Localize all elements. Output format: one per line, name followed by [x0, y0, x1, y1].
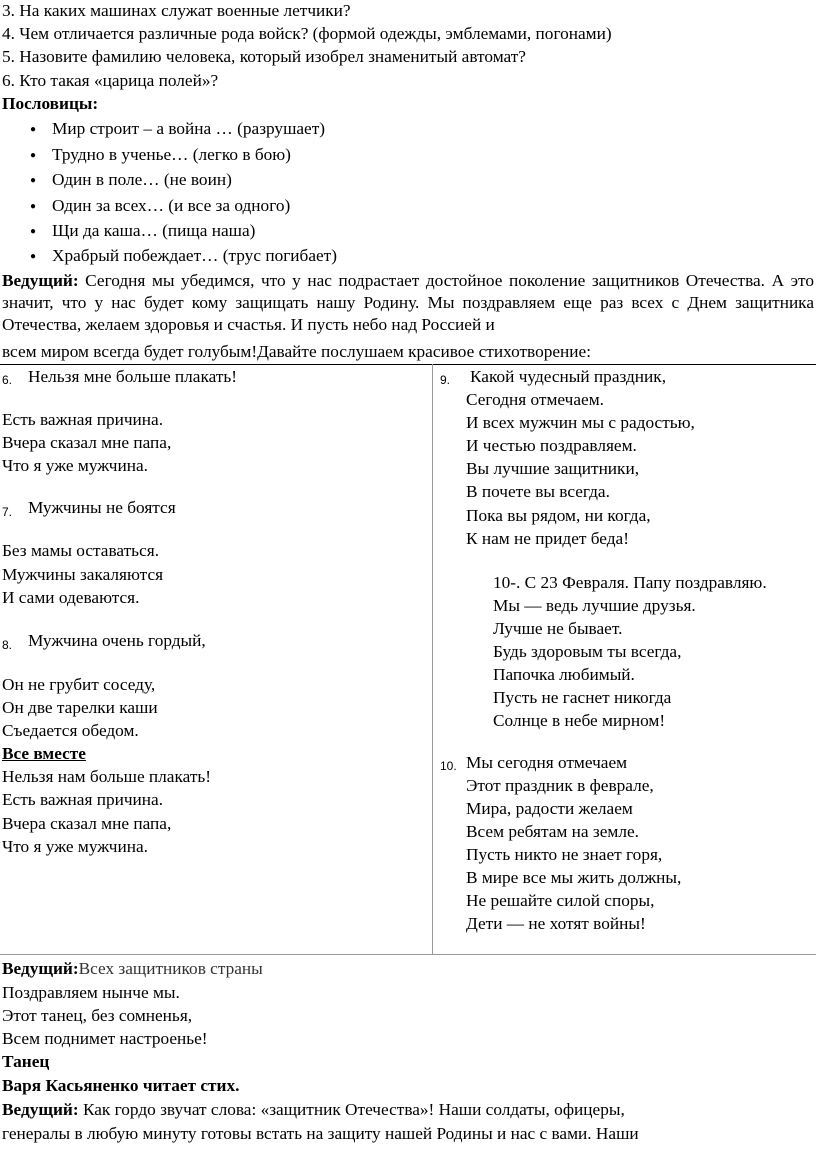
poem-line: Нельзя нам больше плакать!: [2, 767, 212, 786]
host-label: Ведущий:: [2, 1100, 79, 1119]
poem-number: 10.: [440, 759, 457, 773]
poem-line: Мужчины не боятся: [28, 498, 176, 517]
host-label: Ведущий:: [2, 959, 79, 978]
poem-line: Будь здоровым ты всегда,: [493, 642, 682, 661]
table-top-border: [0, 364, 816, 365]
bullet-icon: ●: [30, 201, 37, 212]
bullet-icon: ●: [30, 124, 37, 135]
varya-title: Варя Касьяненко читает стих.: [2, 1076, 240, 1095]
host-line: Поздравляем нынче мы.: [2, 983, 180, 1002]
host-line: Ведущий: Как гордо звучат слова: «защитник Отечества»! Наши солдаты, офицеры,: [2, 1100, 625, 1119]
host-paragraph: Ведущий: Сегодня мы убедимся, что у нас подрастает достойное поколение защитников Отечества. А это значит, что у нас будет кому защищать нашу Родину. Мы поздравляем еще раз всех с Днем защитника Отечества, желаем здоровья и счастья. И пусть небо над Россией и: [2, 271, 814, 335]
poem-line: Вчера сказал мне папа,: [2, 814, 172, 833]
poem-line: Что я уже мужчина.: [2, 837, 148, 856]
bullet-icon: ●: [30, 251, 37, 262]
poem-line: Солнце в небе мирном!: [493, 711, 666, 730]
poem-line: В мире все мы жить должны,: [466, 868, 682, 887]
bullet-icon: ●: [30, 175, 37, 186]
proverbs-title: Пословицы:: [2, 94, 99, 113]
poem-line: Какой чудесный праздник,: [470, 367, 667, 386]
proverb-item: Один за всех… (и все за одного): [52, 196, 291, 215]
table-column-divider: [432, 364, 433, 954]
poem-line: Пусть никто не знает горя,: [466, 845, 663, 864]
host-line: Ведущий:Всех защитников страны: [2, 959, 263, 978]
poem-line: Не решайте силой споры,: [466, 891, 655, 910]
poem-number: 7.: [2, 505, 13, 519]
proverb-item: Трудно в ученье… (легко в бою): [52, 145, 291, 164]
question-5: 5. Назовите фамилию человека, который изобрел знаменитый автомат?: [2, 47, 526, 66]
poem-line: Всем ребятам на земле.: [466, 822, 639, 841]
poem-line: И честью поздравляем.: [466, 436, 637, 455]
poem-line: Вы лучшие защитники,: [466, 459, 640, 478]
poem-line: Без мамы оставаться.: [2, 541, 160, 560]
poem-line: Он две тарелки каши: [2, 698, 158, 717]
host-line: Всем поднимет настроенье!: [2, 1029, 208, 1048]
bullet-icon: ●: [30, 150, 37, 161]
poem-line: Мира, радости желаем: [466, 799, 633, 818]
poem-line: Есть важная причина.: [2, 790, 164, 809]
poem-line: Нельзя мне больше плакать!: [28, 367, 238, 386]
poem-number: 9.: [440, 373, 451, 387]
poem-line: Он не грубит соседу,: [2, 675, 156, 694]
poem-number: 8.: [2, 638, 13, 652]
poem-line: И сами одеваются.: [2, 588, 140, 607]
question-4: 4. Чем отличается различные рода войск? (формой одежды, эмблемами, погонами): [2, 24, 612, 43]
host-paragraph-last-line: всем миром всегда будет голубым!Давайте послушаем красивое стихотворение:: [2, 342, 591, 361]
question-3: 3. На каких машинах служат военные летчики?: [2, 1, 351, 20]
proverb-item: Мир строит – а война … (разрушает): [52, 119, 326, 138]
table-bottom-border: [0, 954, 816, 955]
poem-line: Лучше не бывает.: [493, 619, 623, 638]
poem-line: К нам не придет беда!: [466, 529, 629, 548]
poem-line: Мы сегодня отмечаем: [466, 753, 628, 772]
question-6: 6. Кто такая «царица полей»?: [2, 71, 219, 90]
poem-line: Этот праздник в феврале,: [466, 776, 654, 795]
host-line: Этот танец, без сомненья,: [2, 1006, 193, 1025]
proverb-item: Щи да каша… (пища наша): [52, 221, 256, 240]
proverb-item: Один в поле… (не воин): [52, 170, 232, 189]
poem-line: Папочка любимый.: [493, 665, 635, 684]
bullet-icon: ●: [30, 226, 37, 237]
poem-line: Мужчины закаляются: [2, 565, 164, 584]
poem-line: Пока вы рядом, ни когда,: [466, 506, 651, 525]
poem-line: В почете вы всегда.: [466, 482, 610, 501]
poem-line: Дети — не хотят войны!: [466, 914, 646, 933]
poem-number: 6.: [2, 373, 13, 387]
poem-line: Есть важная причина.: [2, 410, 164, 429]
host-label: Ведущий:: [2, 271, 79, 290]
poem-line: И всех мужчин мы с радостью,: [466, 413, 695, 432]
poem-line: Вчера сказал мне папа,: [2, 433, 172, 452]
poem-line: Пусть не гаснет никогда: [493, 688, 672, 707]
poem-line: Съедается обедом.: [2, 721, 139, 740]
proverb-item: Храбрый побеждает… (трус погибает): [52, 246, 337, 265]
poem-line: Мужчина очень гордый,: [28, 631, 206, 650]
poem-line: Мы — ведь лучшие друзья.: [493, 596, 696, 615]
all-together-title: Все вместе: [2, 744, 86, 763]
poem-line: Что я уже мужчина.: [2, 456, 148, 475]
host-line: генералы в любую минуту готовы встать на защиту нашей Родины и нас с вами. Наши: [2, 1124, 639, 1143]
dance-title: Танец: [2, 1052, 50, 1071]
poem-line: Сегодня отмечаем.: [466, 390, 604, 409]
poem-line: 10-. С 23 Февраля. Папу поздравляю.: [493, 573, 767, 592]
